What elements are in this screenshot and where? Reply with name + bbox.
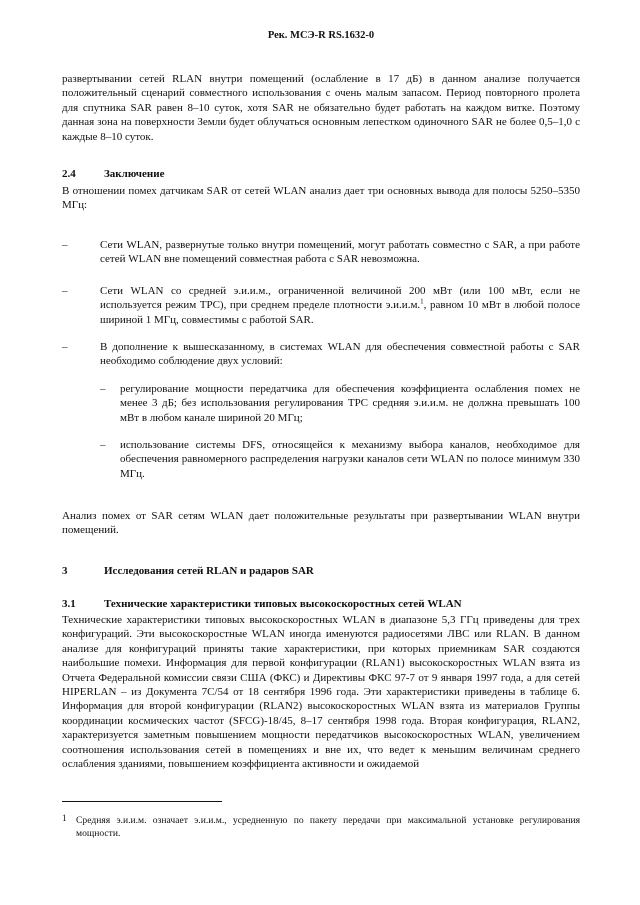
section-title: Технические характеристики типовых высокоскоростных сетей WLAN xyxy=(104,598,462,610)
section-3-1-body: Технические характеристики типовых высокоскоростных WLAN в диапазоне 5,3 ГГц приведены для трех конфигураций. Эти высокоскоростные WLAN иногда именуются радиосетями ЛВС или RLAN. В данном анализе для конфигураций приняты такие характеристики, при которых приемникам SAR создаются наибольшие помехи. Информация для первой конфигурации (RLAN1) высокоскоростных WLAN взята из Отчета Федеральной комиссии связи США (ФКС) и Директивы ФКС 97-7 от 9 января 1997 года, а для сетей HIPERLAN – из Документа 7C/54 от 18 сентября 1996 года. Эти характеристики приведены в таблице 6. Информация для второй конфигурации (RLAN2) высокоскоростных WLAN взята из материалов Группы координации космических частот (SFCG)-18/45, 8–17 сентября 1998 года. Вторая конфигурация, RLAN2, характеризуется заметным повышением мощности передатчиков высокоскоростных WLAN, увеличением соотношения использования сетей в помещениях и вне их, что ведет к меньшим величинам среднего ослабления зданиями, повышением коэффициента активности и ожидаемой xyxy=(62,614,580,771)
list-dash: – xyxy=(100,439,106,451)
list-item xyxy=(62,284,580,327)
list-item-text-part: Сети WLAN со средней э.и.и.м., ограниченной величиной 200 мВт (или 100 мВт, если не используется режим TPC), при среднем пределе плотности э.и.и.м. xyxy=(100,285,580,312)
sub-list-item-text: регулирование мощности передатчика для обеспечения коэффициента ослабления помех не менее 3 дБ; без использования регулирования TPC средняя э.и.и.м. не должна превышать 100 мВт в любом канале шириной 20 МГц; xyxy=(120,383,580,424)
section-3-1-heading xyxy=(62,597,462,611)
section-2-4-closing: Анализ помех от SAR сетям WLAN дает положительные результаты при развертывании WLAN внутри помещений. xyxy=(62,510,580,537)
sub-list-item xyxy=(100,438,580,481)
section-number: 3.1 xyxy=(62,598,76,610)
list-dash: – xyxy=(62,285,68,297)
section-3-heading xyxy=(62,564,314,578)
list-dash: – xyxy=(62,341,68,353)
section-title: Исследования сетей RLAN и радаров SAR xyxy=(104,565,314,577)
list-item xyxy=(62,238,580,267)
sub-list-item-text: использование системы DFS, относящейся к механизму выбора каналов, необходимое для обеспечения равномерного распределения нагрузки каналов сети WLAN по полосе минимум 330 МГц. xyxy=(120,439,580,480)
section-2-4-heading xyxy=(62,167,164,181)
footnote-divider xyxy=(62,801,222,802)
list-item-text: В дополнение к вышесказанному, в системах WLAN для обеспечения совместной работы с SAR необходимо соблюдение двух условий: xyxy=(100,341,580,368)
intro-paragraph: развертывании сетей RLAN внутри помещений (ослабление в 17 дБ) в данном анализе получается положительный сценарий совместного использования с очень малым запасом. Период повторного пролета для спутника SAR равен 8–10 суток, хотя SAR не обязательно будет работать на каждом витке. Поэтому данная зона на поверхности Земли будет облучаться основным лепестком одиночного SAR не более 0,5–1,0 с каждые 8–10 суток. xyxy=(62,73,580,143)
section-number: 2.4 xyxy=(62,168,76,180)
footnote xyxy=(62,815,580,840)
section-number: 3 xyxy=(62,565,68,577)
list-item xyxy=(62,340,580,369)
section-2-4-lead: В отношении помех датчикам SAR от сетей WLAN анализ дает три основных вывода для полосы 5250–5350 МГц: xyxy=(62,185,580,212)
list-dash: – xyxy=(100,383,106,395)
footnote-text: Средняя э.и.и.м. означает э.и.и.м., усредненную по пакету передачи при максимальной установке регулирования мощности. xyxy=(76,815,580,839)
footnote-mark: 1 xyxy=(62,813,67,823)
list-item-text-part: , равном 10 мВт в любой полосе шириной 1 МГц, совместимы с работой SAR. xyxy=(100,299,581,326)
sub-list-item xyxy=(100,382,580,425)
list-item-text: Сети WLAN, развернутые только внутри помещений, могут работать совместно с SAR, а при работе сетей WLAN вне помещений совместная работа с SAR невозможна. xyxy=(100,239,580,266)
list-dash: – xyxy=(62,239,68,251)
page-header: Рек. МСЭ-R RS.1632-0 xyxy=(267,30,375,41)
footnote-reference[interactable]: 1 xyxy=(420,297,424,306)
list-item-text xyxy=(100,284,580,327)
section-title: Заключение xyxy=(104,168,165,180)
